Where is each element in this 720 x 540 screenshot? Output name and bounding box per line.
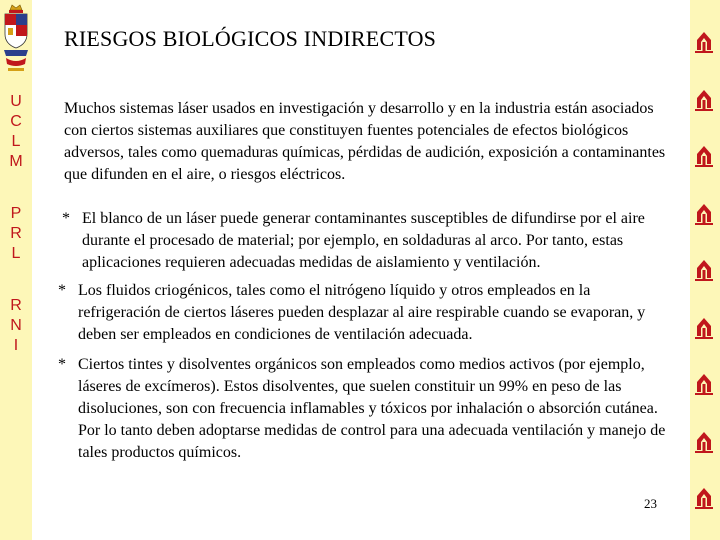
sidebar-letter: P (10, 205, 22, 222)
sidebar-letters-prl (0, 204, 32, 264)
sidebar-letter: R (10, 225, 22, 242)
ornament-icon (693, 430, 715, 456)
sidebar-letter: M (9, 153, 23, 170)
left-sidebar-band (0, 0, 32, 540)
sidebar-letter: N (10, 317, 22, 334)
ornament-icon (693, 372, 715, 398)
bullet-text: Ciertos tintes y disolventes orgánicos son empleados como medios activos (por ejemplo, láseres de excímeros). Estos disolventes, que suelen constituir un 99% en peso de las disoluciones, son con frecuencia inflamables y tóxicos por inhalación o absorción cutánea. Por lo tanto deben adoptarse medidas de control para una adecuada ventilación y manejo de tales productos químicos. (78, 356, 666, 461)
ornament-icon (693, 258, 715, 284)
ornament-icon (693, 316, 715, 342)
page-number: 23 (644, 496, 657, 511)
bullet-item (58, 354, 678, 464)
sidebar-letter: C (10, 113, 22, 130)
bullet-marker: * (58, 282, 66, 299)
slide-title: RIESGOS BIOLÓGICOS INDIRECTOS (64, 26, 437, 51)
sidebar-letters-ucl (0, 92, 32, 172)
sidebar-letter: L (11, 245, 21, 262)
bullet-marker: * (62, 210, 70, 227)
university-crest-logo (2, 4, 30, 76)
sidebar-letter: R (10, 297, 22, 314)
ornament-icon (693, 202, 715, 228)
ornament-icon (693, 144, 715, 170)
sidebar-letter: I (13, 337, 19, 354)
bullet-text: El blanco de un láser puede generar contaminantes susceptibles de difundirse por el aire durante el procesado de material; por ejemplo, en soldaduras al arco. Por tanto, estas aplicaciones requieren adecuadas medidas de aislamiento y ventilación. (82, 210, 645, 271)
ornament-icon (693, 486, 715, 512)
ornament-icon (693, 30, 715, 56)
bullet-item (62, 208, 686, 274)
ornament-icon (693, 88, 715, 114)
sidebar-letter: L (11, 133, 21, 150)
sidebar-letter: U (10, 93, 22, 110)
bullet-marker: * (58, 356, 66, 373)
sidebar-letters-rni (0, 296, 32, 356)
intro-paragraph: Muchos sistemas láser usados en investigación y desarrollo y en la industria están asociados con ciertos sistemas auxiliares que constituyen fuentes potenciales de efectos biológicos adversos, tales como quemaduras químicas, pérdidas de audición, exposición a contaminantes que difunden en el aire, o riesgos eléctricos. (64, 100, 666, 183)
bullet-item (58, 280, 670, 346)
bullet-text: Los fluidos criogénicos, tales como el nitrógeno líquido y otros empleados en la refrigeración de ciertos láseres pueden desplazar al aire respirable cuando se evaporan, y deben ser empleados en condiciones de ventilación adecuada. (78, 282, 646, 343)
